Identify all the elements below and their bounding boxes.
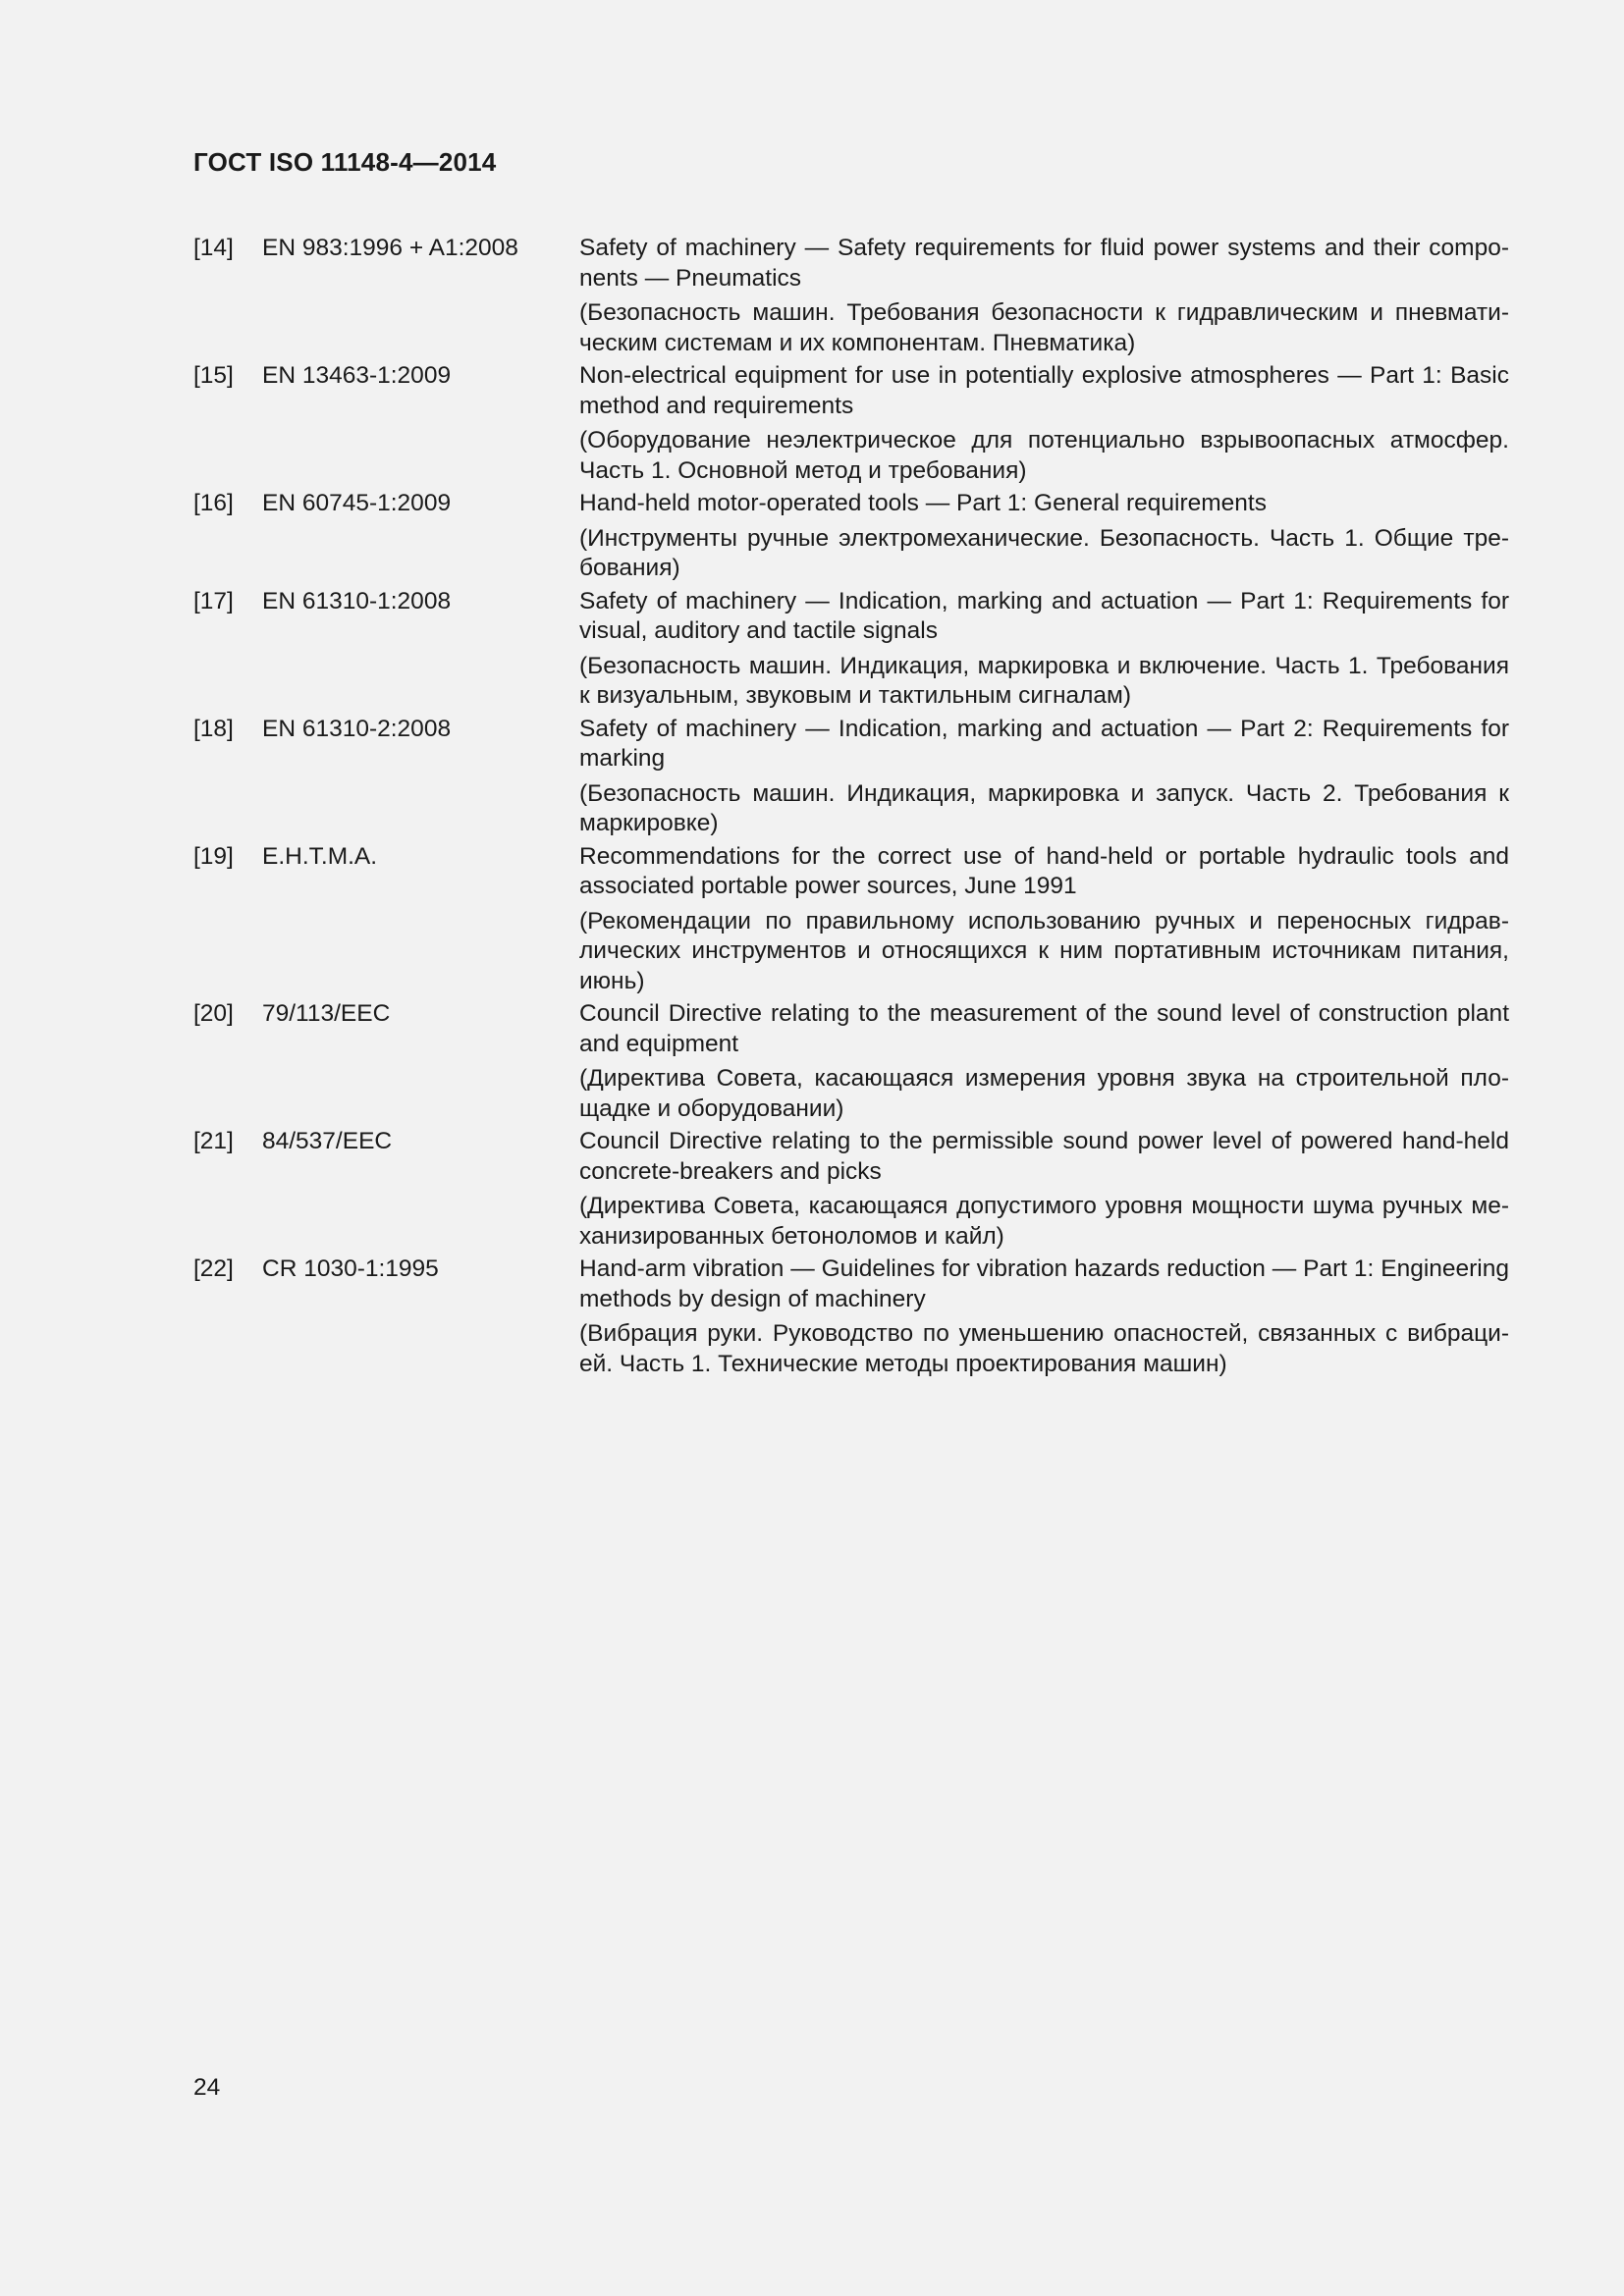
- reference-code: EN 983:1996 + A1:2008: [262, 235, 518, 261]
- reference-title-english: Council Directive relating to the permissible sound power level of powered hand-held concrete-breakers and picks: [579, 1128, 1509, 1185]
- reference-number: [14]: [193, 235, 234, 261]
- reference-description: [579, 361, 1509, 489]
- reference-number: [15]: [193, 362, 234, 389]
- reference-title-russian: (Оборудование неэлектрическое для потенциально взрывоопасных атмосфер. Часть 1. Основной метод и требования): [579, 427, 1509, 484]
- reference-code: CR 1030-1:1995: [262, 1255, 439, 1282]
- reference-entry: [193, 1127, 1509, 1255]
- reference-code: EN 61310-1:2008: [262, 587, 452, 614]
- reference-code: EN 60745-1:2009: [262, 490, 452, 516]
- reference-entry: [193, 234, 1509, 361]
- reference-number: [22]: [193, 1255, 234, 1282]
- reference-description: [579, 1127, 1509, 1255]
- reference-description: [579, 489, 1509, 587]
- reference-entry: [193, 715, 1509, 842]
- reference-title-russian: (Вибрация руки. Руководство по уменьшению опасностей, связанных с вибрацией. Часть 1. Технические методы проектирования машин): [579, 1320, 1509, 1377]
- reference-number: [20]: [193, 1000, 234, 1027]
- reference-title-english: Hand-arm vibration — Guidelines for vibration hazards reduction — Part 1: Engineering methods by design of machinery: [579, 1255, 1509, 1312]
- page-number: 24: [193, 2074, 221, 2101]
- reference-number: [17]: [193, 587, 234, 614]
- reference-title-english: Non-electrical equipment for use in potentially explosive atmospheres — Part 1: Basic method and requirements: [579, 362, 1509, 419]
- reference-code: 84/537/EEC: [262, 1128, 393, 1154]
- reference-code: E.H.T.M.A.: [262, 842, 378, 870]
- reference-code: 79/113/EEC: [262, 1000, 391, 1027]
- reference-number: [16]: [193, 490, 234, 516]
- reference-description: [579, 715, 1509, 842]
- reference-code: EN 13463-1:2009: [262, 362, 452, 389]
- reference-code: EN 61310-2:2008: [262, 715, 452, 742]
- reference-title-russian: (Рекомендации по правильному использованию ручных и переносных гидравлических инструментов и относящихся к ним портативным источникам питания, июнь): [579, 907, 1509, 994]
- reference-description: [579, 999, 1509, 1127]
- reference-title-english: Council Directive relating to the measurement of the sound level of construction plant and equipment: [579, 1000, 1509, 1057]
- reference-title-russian: (Директива Совета, касающаяся допустимого уровня мощности шума ручных механизированных бетоноломов и кайл): [579, 1193, 1509, 1250]
- reference-description: [579, 587, 1509, 715]
- bibliography-list: [193, 234, 1509, 1382]
- reference-title-russian: (Безопасность машин. Требования безопасности к гидравлическим и пневматическим системам и их компонентам. Пневматика): [579, 299, 1509, 356]
- reference-entry: [193, 361, 1509, 489]
- reference-title-english: Safety of machinery — Safety requirements for fluid power systems and their components — Pneumatics: [579, 235, 1509, 292]
- reference-number: [18]: [193, 715, 234, 742]
- reference-title-russian: (Директива Совета, касающаяся измерения уровня звука на строительной площадке и оборудовании): [579, 1065, 1509, 1122]
- reference-title-english: Recommendations for the correct use of hand-held or portable hydraulic tools and associated portable power sources, June 1991: [579, 842, 1509, 899]
- reference-description: [579, 1255, 1509, 1382]
- reference-description: [579, 842, 1509, 1000]
- reference-title-russian: (Безопасность машин. Индикация, маркировка и включение. Часть 1. Требования к визуальным, звуковым и тактильным сигналам): [579, 652, 1509, 709]
- reference-title-russian: (Инструменты ручные электромеханические. Безопасность. Часть 1. Общие требования): [579, 524, 1509, 581]
- reference-entry: [193, 489, 1509, 587]
- reference-title-english: Safety of machinery — Indication, marking and actuation — Part 1: Requirements for visual, auditory and tactile signals: [579, 587, 1509, 644]
- reference-number: [21]: [193, 1128, 234, 1154]
- reference-description: [579, 234, 1509, 361]
- reference-title-english: Safety of machinery — Indication, marking and actuation — Part 2: Requirements for marking: [579, 715, 1509, 772]
- document-header-title: ГОСТ ISO 11148-4—2014: [193, 147, 497, 177]
- reference-title-russian: (Безопасность машин. Индикация, маркировка и запуск. Часть 2. Требования к маркировке): [579, 779, 1509, 836]
- reference-title-english: Hand-held motor-operated tools — Part 1: General requirements: [579, 490, 1267, 516]
- reference-entry: [193, 842, 1509, 1000]
- reference-entry: [193, 999, 1509, 1127]
- reference-entry: [193, 1255, 1509, 1382]
- reference-number: [19]: [193, 842, 234, 870]
- reference-entry: [193, 587, 1509, 715]
